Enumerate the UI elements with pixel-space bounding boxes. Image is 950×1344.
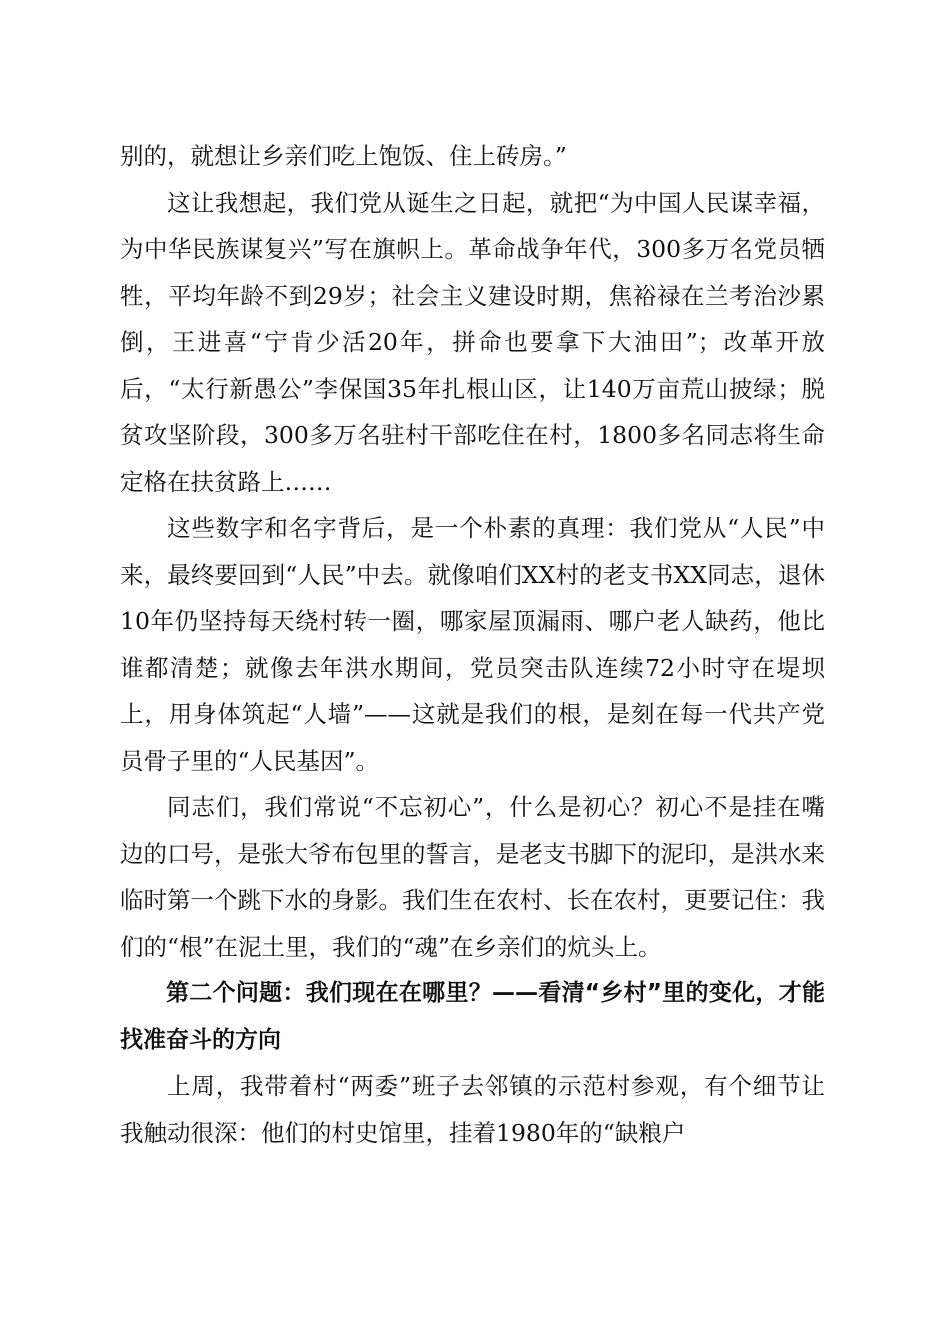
section-heading-second-question: 第二个问题：我们现在在哪里？——看清“乡村”里的变化，才能找准奋斗的方向 — [120, 980, 825, 1053]
paragraph-party-history: 这让我想起，我们党从诞生之日起，就把“为中国人民谋幸福，为中华民族谋复兴”写在旗帜上。革命战争年代，300多万名党员牺牲，平均年龄不到29岁；社会主义建设时期，焦裕禄在兰考治沙累倒，王进喜“宁肯少活20年，拼命也要拿下大油田”；改革开放后，“太行新愚公”李保国35年扎根山区，让140万亩荒山披绿；脱贫攻坚阶段，300多万名驻村干部吃住在村，1800多名同志将生命定格在扶贫路上…… — [120, 188, 825, 496]
document-body — [120, 133, 825, 1156]
paragraph-original-aspiration: 同志们，我们常说“不忘初心”，什么是初心？初心不是挂在嘴边的口号，是张大爷布包里的誓言，是老支书脚下的泥印，是洪水来临时第一个跳下水的身影。我们生在农村、长在农村，更要记住：我们的“根”在泥土里，我们的“魂”在乡亲们的炕头上。 — [120, 793, 825, 961]
paragraph-people-gene: 这些数字和名字背后，是一个朴素的真理：我们党从“人民”中来，最终要回到“人民”中去。就像咱们XX村的老支书XX同志，退休10年仍坚持每天绕村转一圈，哪家屋顶漏雨、哪户老人缺药，他比谁都清楚；就像去年洪水期间，党员突击队连续72小时守在堤坝上，用身体筑起“人墙”——这就是我们的根，是刻在每一代共产党员骨子里的“人民基因”。 — [120, 514, 825, 775]
paragraph-continuation: 别的，就想让乡亲们吃上饱饭、住上砖房。” — [120, 142, 567, 170]
paragraph-village-visit: 上周，我带着村“两委”班子去邻镇的示范村参观，有个细节让我触动很深：他们的村史馆里，挂着1980年的“缺粮户 — [120, 1072, 825, 1147]
